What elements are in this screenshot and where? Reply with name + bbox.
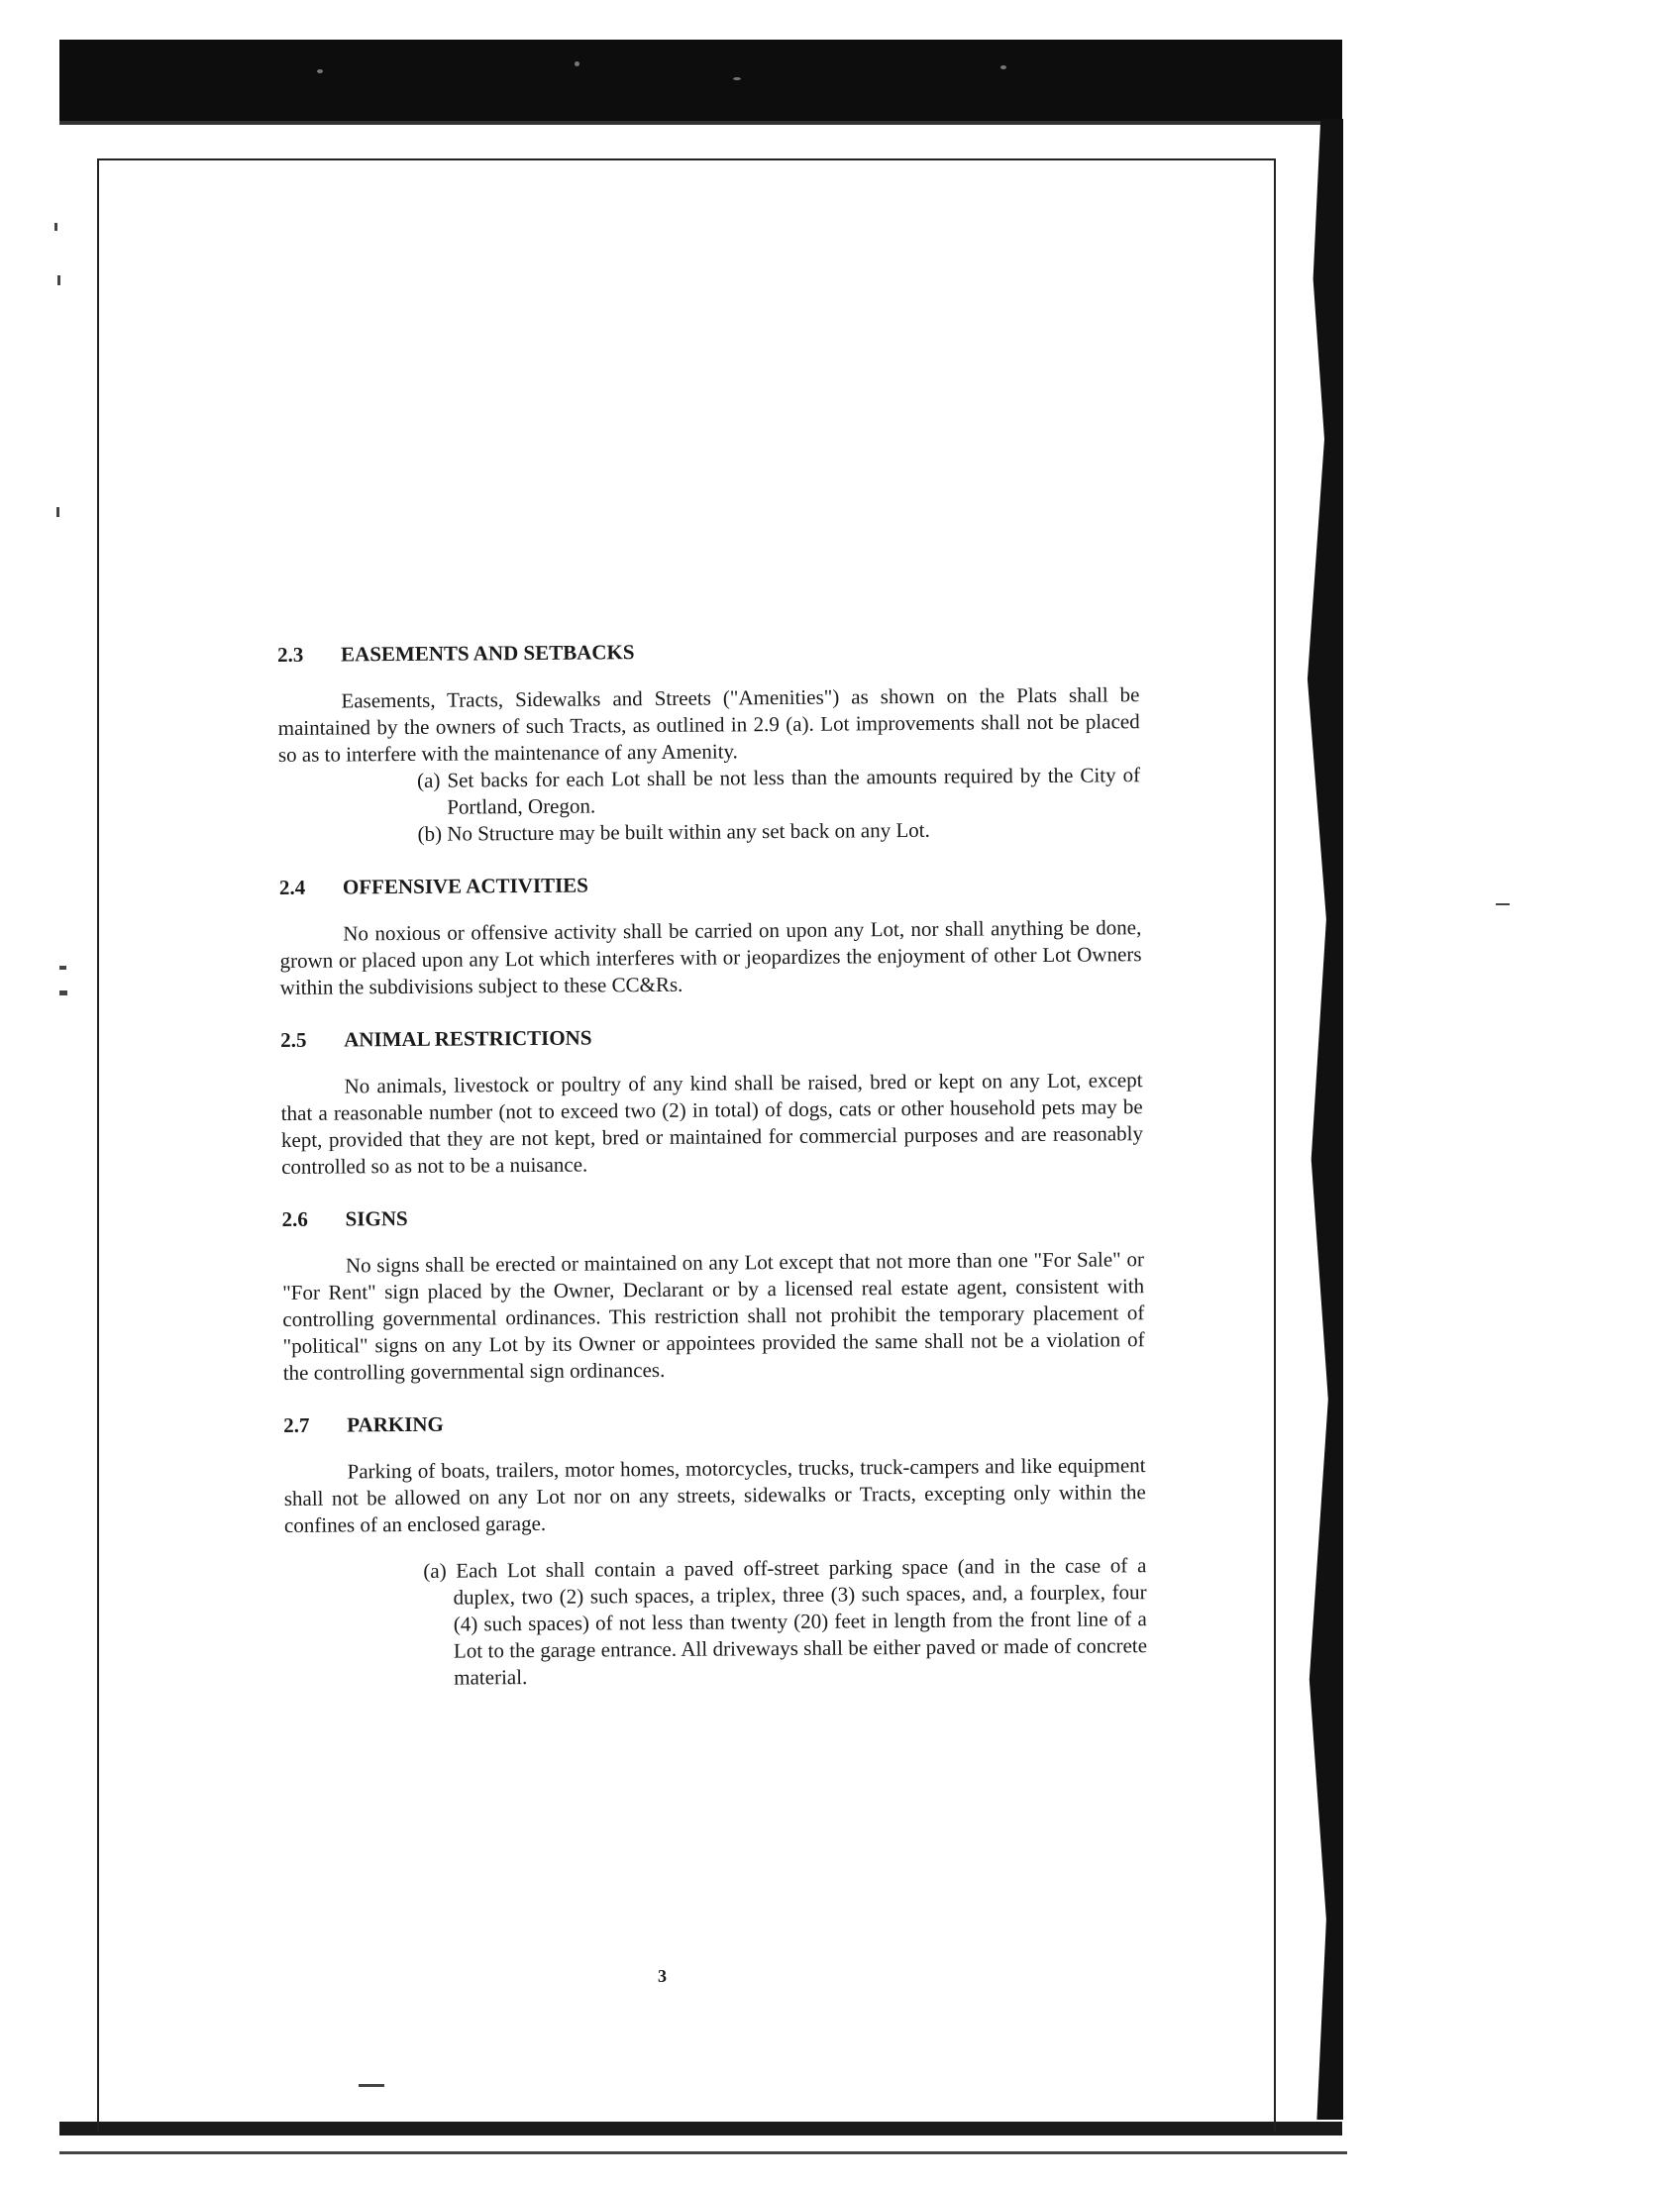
section-offensive-activities xyxy=(279,868,1142,1001)
section-heading xyxy=(280,1020,1142,1054)
page-number: 3 xyxy=(658,1966,667,1986)
section-paragraph: No signs shall be erected or maintained on any Lot except that not more than one "For Sale" or "For Rent" sign placed by the Owner, Declarant or by a licensed real estate agent, consistent with controlling governmental ordinances. This restriction shall not prohibit the temporary placement of "political" signs on any Lot by its Owner or appointees provided the same shall not be a violation of the controlling governmental sign ordinances. xyxy=(282,1247,1145,1385)
section-title: EASEMENTS AND SETBACKS xyxy=(341,640,635,667)
section-subitem: (a) Set backs for each Lot shall be not less than the amounts required by the City of Portland, Oregon. xyxy=(417,763,1141,819)
section-number: 2.3 xyxy=(277,642,304,667)
section-number: 2.6 xyxy=(281,1206,308,1231)
section-heading xyxy=(277,635,1139,669)
scan-speck xyxy=(317,69,323,73)
section-heading xyxy=(281,1199,1143,1233)
section-title: PARKING xyxy=(347,1411,444,1437)
scan-bottom-line xyxy=(59,2151,1347,2154)
scan-mark xyxy=(59,990,67,995)
scan-mark xyxy=(56,507,59,517)
scan-speck xyxy=(575,61,579,66)
scan-mark xyxy=(54,223,57,231)
document-body xyxy=(277,635,1148,1718)
scan-speck xyxy=(1000,65,1006,69)
scan-top-border xyxy=(59,40,1342,125)
section-number: 2.5 xyxy=(280,1027,307,1052)
scan-speck xyxy=(733,77,741,80)
section-title: ANIMAL RESTRICTIONS xyxy=(344,1025,592,1052)
scan-mark xyxy=(1496,903,1510,905)
section-signs xyxy=(281,1199,1144,1387)
scan-right-edge xyxy=(1306,119,1343,2120)
section-parking xyxy=(283,1406,1147,1693)
section-heading xyxy=(279,868,1141,901)
section-number: 2.7 xyxy=(283,1412,310,1437)
section-paragraph: Parking of boats, trailers, motor homes, motorcycles, trucks, truck-campers and like equipment shall not be allowed on any Lot nor on any streets, sidewalks or Tracts, excepting only within the confines of an enclosed garage. xyxy=(283,1453,1146,1537)
section-easements xyxy=(277,635,1141,849)
scan-mark xyxy=(57,275,60,285)
section-title: SIGNS xyxy=(345,1205,408,1231)
section-paragraph: No noxious or offensive activity shall be carried on upon any Lot, nor shall anything be done, grown or placed upon any Lot which interferes with or jeopardizes the enjoyment of other Lot Owners within the subdivisions subject to these CC&Rs. xyxy=(279,915,1142,999)
section-subitem: (b) No Structure may be built within any set back on any Lot. xyxy=(417,817,930,846)
section-animal-restrictions xyxy=(280,1020,1143,1181)
section-subitem: (a) Each Lot shall contain a paved off-street parking space (and in the case of a duplex, two (2) such spaces, a triplex, three (3) such spaces, and, a fourplex, four (4) such spaces) of not less than twenty (20) feet in length from the front line of a Lot to the garage entrance. All driveways shall be either paved or made of concrete material. xyxy=(423,1553,1148,1690)
section-heading xyxy=(283,1406,1145,1439)
section-paragraph: No animals, livestock or poultry of any kind shall be raised, bred or kept on any Lot, except that a reasonable number (not to exceed two (2) in total) of dogs, cats or other household pets may be kept, provided that they are not kept, bred or maintained for commercial purposes and are reasonably controlled so as not to be a nuisance. xyxy=(280,1068,1144,1179)
section-paragraph: Easements, Tracts, Sidewalks and Streets ("Amenities") as shown on the Plats shall be maintained by the owners of such Tracts, as outlined in 2.9 (a). Lot improvements shall not be placed so as to interfere with the maintenance of any Amenity. xyxy=(277,682,1140,767)
scan-mark xyxy=(59,966,66,970)
section-number: 2.4 xyxy=(278,875,306,899)
section-title: OFFENSIVE ACTIVITIES xyxy=(342,873,589,899)
scan-mark xyxy=(359,2084,384,2087)
